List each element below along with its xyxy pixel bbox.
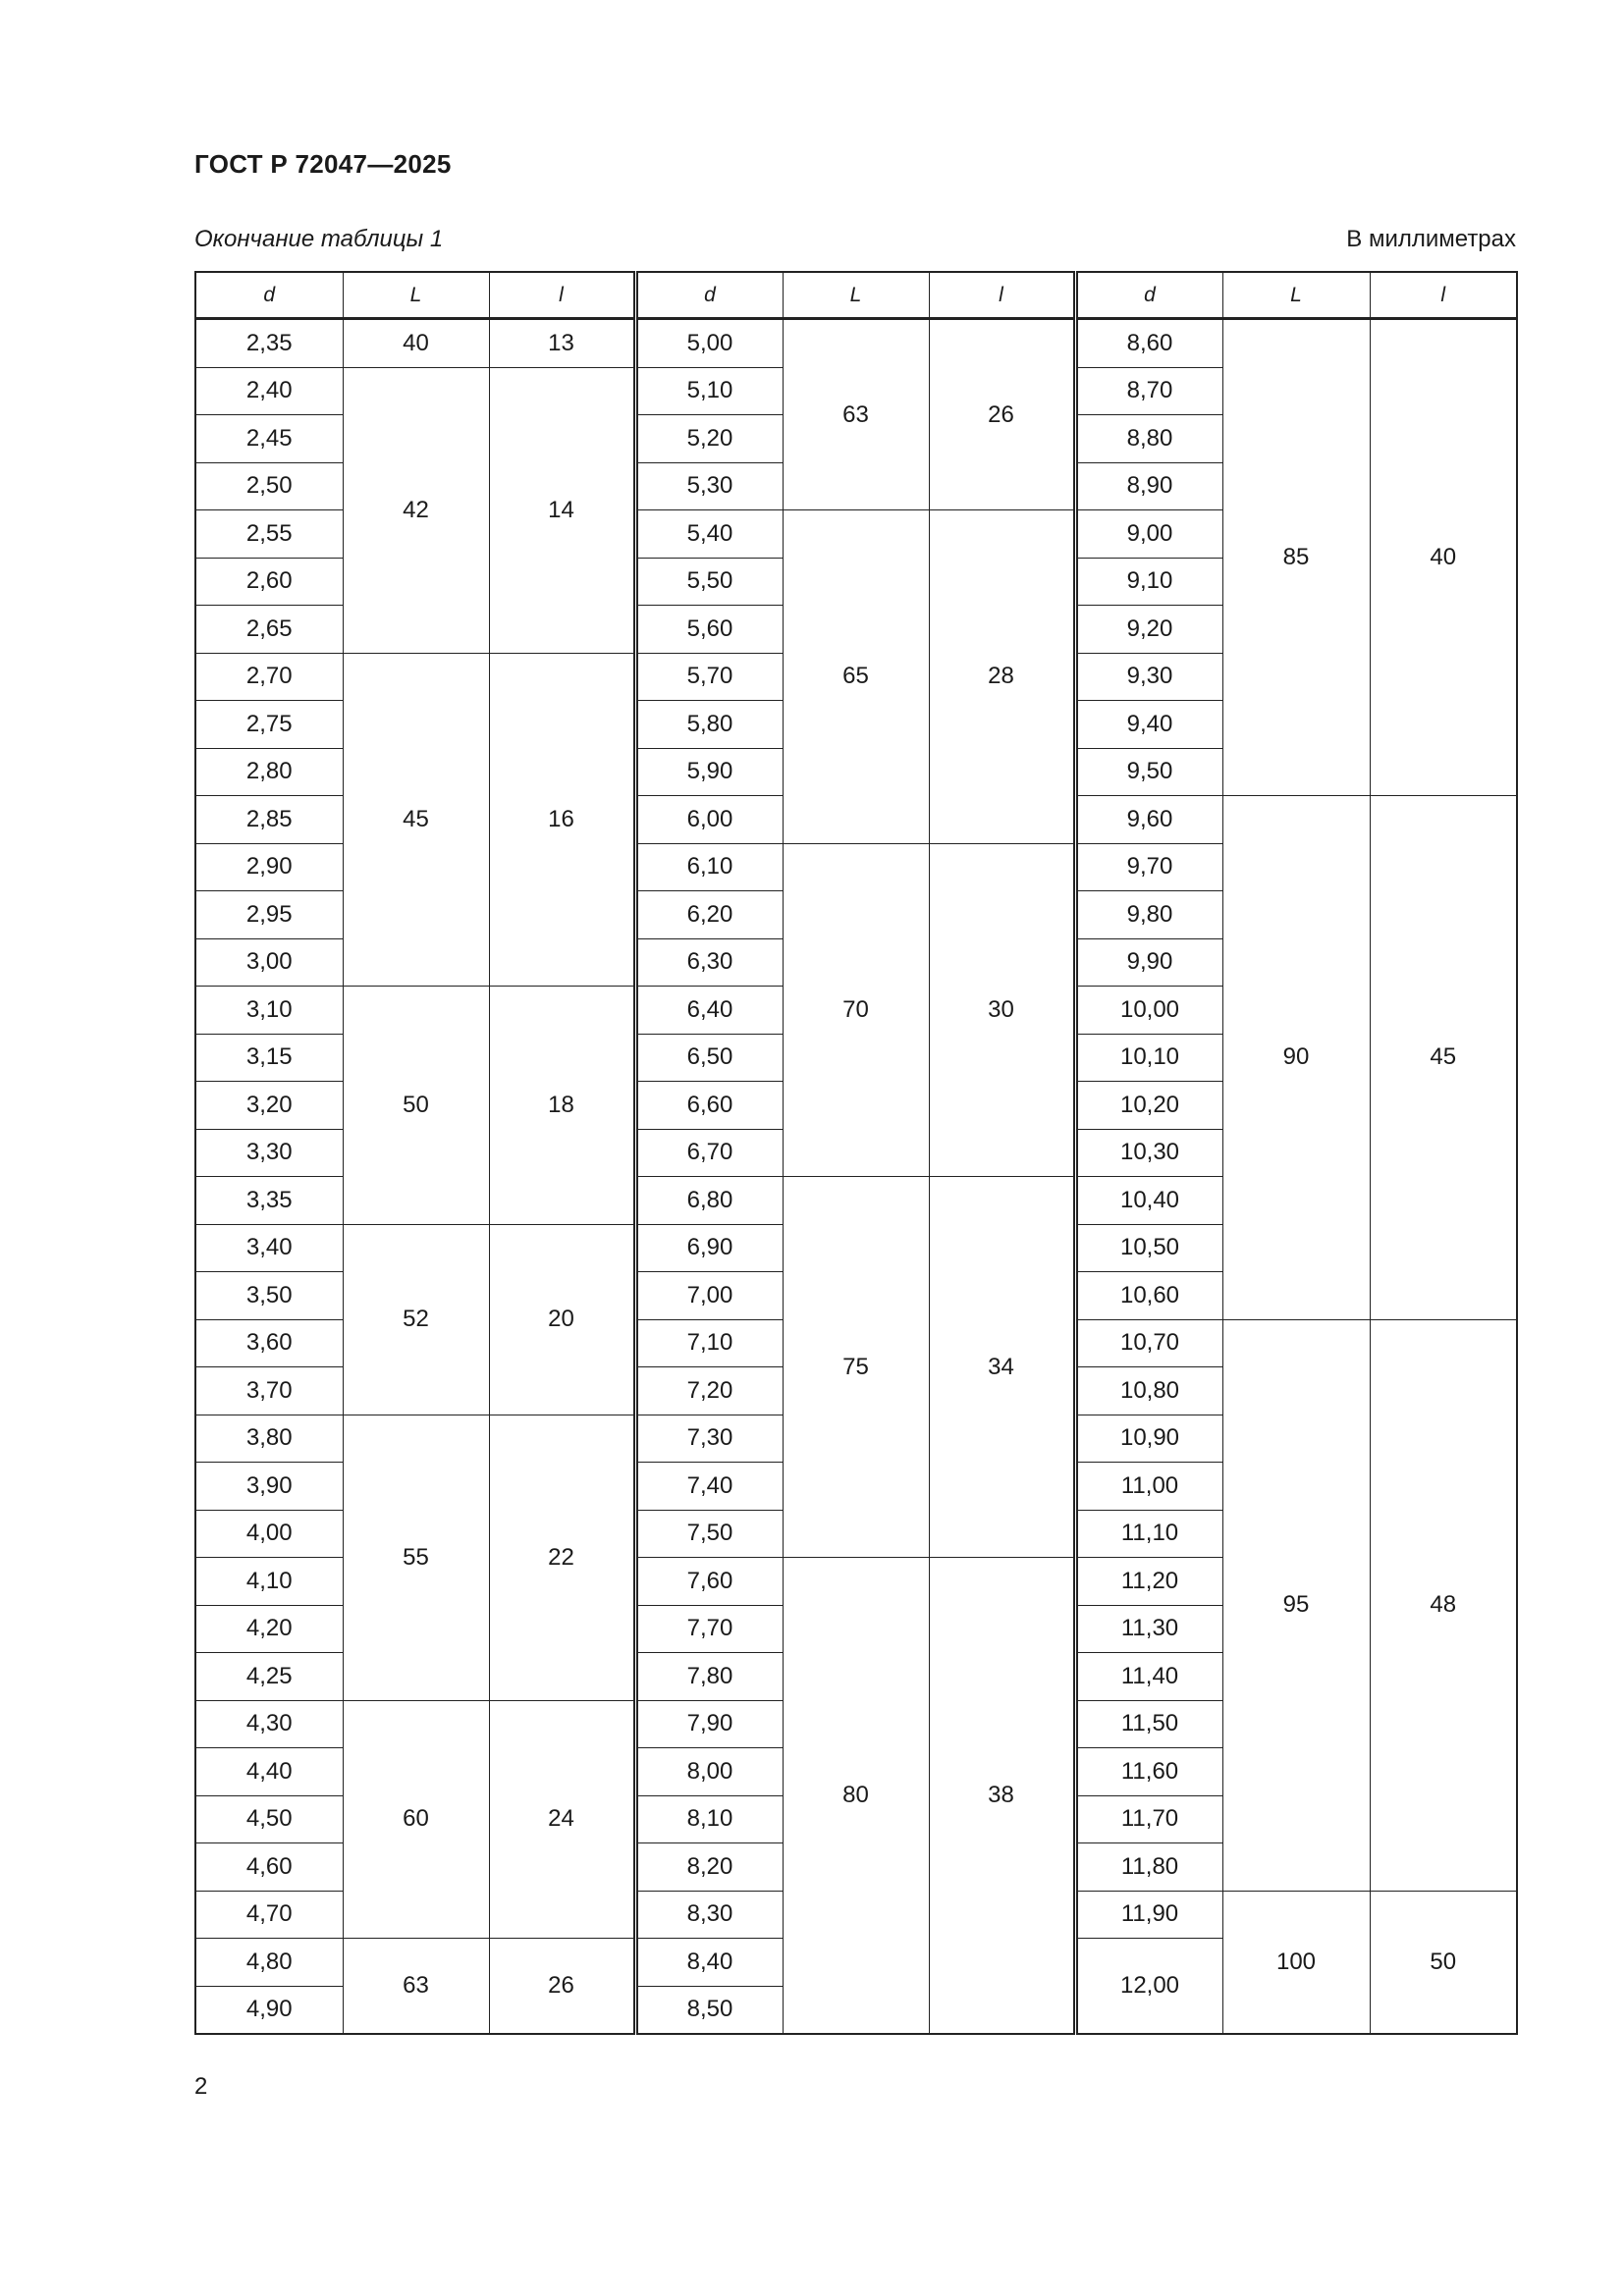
cell-L-group-2: 80	[783, 1558, 929, 2035]
cell-d-group-2: 5,60	[635, 606, 783, 654]
page-number: 2	[194, 2073, 208, 2100]
cell-d-group-2: 6,20	[635, 891, 783, 939]
cell-d-group-3: 9,90	[1075, 938, 1222, 987]
cell-d-group-2: 5,20	[635, 415, 783, 463]
cell-d-group-3: 10,10	[1075, 1034, 1222, 1082]
cell-d-group-3: 10,20	[1075, 1082, 1222, 1130]
cell-d-group-2: 7,30	[635, 1415, 783, 1463]
cell-l-group-1: 26	[489, 1939, 635, 2035]
cell-d-group-1: 3,15	[195, 1034, 343, 1082]
cell-d-group-1: 4,80	[195, 1939, 343, 1987]
cell-d-group-3: 12,00	[1075, 1939, 1222, 2035]
cell-d-group-2: 6,00	[635, 796, 783, 844]
cell-d-group-3: 9,00	[1075, 510, 1222, 559]
cell-L-group-2: 63	[783, 319, 929, 510]
cell-d-group-3: 11,30	[1075, 1605, 1222, 1653]
cell-l-group-3: 40	[1370, 319, 1517, 796]
cell-d-group-1: 3,60	[195, 1319, 343, 1367]
cell-d-group-1: 2,80	[195, 748, 343, 796]
cell-d-group-2: 5,90	[635, 748, 783, 796]
cell-d-group-1: 3,70	[195, 1367, 343, 1415]
cell-l-group-3: 50	[1370, 1891, 1517, 2034]
cell-d-group-3: 9,60	[1075, 796, 1222, 844]
cell-d-group-3: 8,80	[1075, 415, 1222, 463]
cell-l-group-1: 16	[489, 653, 635, 987]
cell-d-group-3: 11,80	[1075, 1843, 1222, 1892]
cell-L-group-3: 95	[1222, 1319, 1370, 1891]
cell-l-group-1: 22	[489, 1415, 635, 1700]
cell-d-group-3: 11,60	[1075, 1748, 1222, 1796]
cell-d-group-3: 11,00	[1075, 1463, 1222, 1511]
cell-d-group-1: 3,80	[195, 1415, 343, 1463]
cell-d-group-2: 7,70	[635, 1605, 783, 1653]
cell-L-group-3: 90	[1222, 796, 1370, 1320]
cell-l-group-3: 48	[1370, 1319, 1517, 1891]
units-note: В миллиметрах	[1346, 226, 1516, 252]
cell-l-group-2: 26	[929, 319, 1075, 510]
column-header-l-1: l	[489, 272, 635, 319]
cell-L-group-1: 42	[343, 367, 489, 653]
cell-L-group-1: 63	[343, 1939, 489, 2035]
cell-d-group-2: 6,10	[635, 843, 783, 891]
cell-d-group-2: 5,30	[635, 462, 783, 510]
cell-d-group-1: 2,85	[195, 796, 343, 844]
cell-d-group-1: 2,50	[195, 462, 343, 510]
cell-d-group-2: 8,10	[635, 1795, 783, 1843]
cell-d-group-1: 2,40	[195, 367, 343, 415]
cell-l-group-2: 38	[929, 1558, 1075, 2035]
cell-L-group-3: 85	[1222, 319, 1370, 796]
cell-d-group-2: 6,90	[635, 1224, 783, 1272]
cell-l-group-2: 34	[929, 1177, 1075, 1558]
cell-L-group-2: 65	[783, 510, 929, 844]
cell-d-group-1: 3,50	[195, 1272, 343, 1320]
cell-d-group-2: 7,50	[635, 1510, 783, 1558]
cell-d-group-1: 2,35	[195, 319, 343, 368]
cell-d-group-3: 9,40	[1075, 701, 1222, 749]
cell-d-group-2: 6,80	[635, 1177, 783, 1225]
cell-d-group-3: 10,60	[1075, 1272, 1222, 1320]
cell-d-group-3: 10,80	[1075, 1367, 1222, 1415]
cell-L-group-1: 52	[343, 1224, 489, 1415]
cell-d-group-2: 5,10	[635, 367, 783, 415]
cell-d-group-1: 4,25	[195, 1653, 343, 1701]
column-header-d-2: d	[635, 272, 783, 319]
cell-d-group-2: 8,30	[635, 1891, 783, 1939]
cell-d-group-2: 7,10	[635, 1319, 783, 1367]
cell-d-group-3: 9,30	[1075, 653, 1222, 701]
table-body	[195, 319, 1517, 2035]
cell-d-group-2: 7,20	[635, 1367, 783, 1415]
cell-d-group-3: 11,90	[1075, 1891, 1222, 1939]
column-header-l-3: l	[1370, 272, 1517, 319]
cell-l-group-1: 24	[489, 1700, 635, 1939]
cell-d-group-1: 3,20	[195, 1082, 343, 1130]
cell-d-group-2: 8,00	[635, 1748, 783, 1796]
cell-d-group-3: 11,40	[1075, 1653, 1222, 1701]
cell-d-group-1: 3,30	[195, 1129, 343, 1177]
column-header-d-1: d	[195, 272, 343, 319]
cell-d-group-1: 4,00	[195, 1510, 343, 1558]
cell-d-group-3: 10,00	[1075, 987, 1222, 1035]
cell-d-group-1: 2,90	[195, 843, 343, 891]
cell-d-group-1: 4,10	[195, 1558, 343, 1606]
cell-d-group-3: 11,70	[1075, 1795, 1222, 1843]
cell-d-group-1: 4,90	[195, 1986, 343, 2034]
cell-d-group-1: 4,30	[195, 1700, 343, 1748]
cell-d-group-2: 6,70	[635, 1129, 783, 1177]
cell-d-group-3: 9,50	[1075, 748, 1222, 796]
cell-d-group-2: 8,40	[635, 1939, 783, 1987]
cell-d-group-1: 3,90	[195, 1463, 343, 1511]
cell-d-group-1: 2,70	[195, 653, 343, 701]
document-title: ГОСТ Р 72047—2025	[194, 149, 452, 179]
cell-L-group-1: 55	[343, 1415, 489, 1700]
cell-L-group-2: 75	[783, 1177, 929, 1558]
cell-d-group-1: 4,40	[195, 1748, 343, 1796]
cell-L-group-2: 70	[783, 843, 929, 1177]
cell-d-group-1: 3,10	[195, 987, 343, 1035]
cell-d-group-1: 3,40	[195, 1224, 343, 1272]
cell-d-group-3: 10,90	[1075, 1415, 1222, 1463]
cell-d-group-2: 5,40	[635, 510, 783, 559]
cell-L-group-1: 45	[343, 653, 489, 987]
cell-d-group-2: 6,30	[635, 938, 783, 987]
table-header-row	[195, 272, 1517, 319]
cell-d-group-2: 6,50	[635, 1034, 783, 1082]
cell-d-group-3: 11,10	[1075, 1510, 1222, 1558]
cell-L-group-1: 40	[343, 319, 489, 368]
cell-d-group-1: 2,65	[195, 606, 343, 654]
cell-d-group-3: 10,30	[1075, 1129, 1222, 1177]
dimensions-table	[194, 271, 1518, 2035]
cell-d-group-3: 10,50	[1075, 1224, 1222, 1272]
cell-l-group-3: 45	[1370, 796, 1517, 1320]
cell-l-group-1: 14	[489, 367, 635, 653]
cell-d-group-1: 3,35	[195, 1177, 343, 1225]
cell-d-group-1: 2,45	[195, 415, 343, 463]
cell-d-group-3: 10,40	[1075, 1177, 1222, 1225]
cell-d-group-3: 9,10	[1075, 558, 1222, 606]
cell-d-group-1: 2,60	[195, 558, 343, 606]
cell-d-group-2: 8,20	[635, 1843, 783, 1892]
cell-d-group-2: 5,70	[635, 653, 783, 701]
cell-d-group-3: 8,70	[1075, 367, 1222, 415]
cell-d-group-1: 2,75	[195, 701, 343, 749]
table-caption: Окончание таблицы 1	[194, 226, 444, 252]
cell-d-group-1: 4,50	[195, 1795, 343, 1843]
cell-d-group-2: 7,00	[635, 1272, 783, 1320]
cell-d-group-3: 9,20	[1075, 606, 1222, 654]
column-header-d-3: d	[1075, 272, 1222, 319]
cell-d-group-2: 5,80	[635, 701, 783, 749]
column-header-l-1: L	[343, 272, 489, 319]
cell-d-group-3: 11,50	[1075, 1700, 1222, 1748]
cell-d-group-2: 5,00	[635, 319, 783, 368]
cell-d-group-1: 4,70	[195, 1891, 343, 1939]
column-header-l-2: l	[929, 272, 1075, 319]
cell-d-group-3: 8,90	[1075, 462, 1222, 510]
cell-l-group-1: 20	[489, 1224, 635, 1415]
cell-d-group-2: 5,50	[635, 558, 783, 606]
dimensions-table-container	[194, 271, 1516, 2062]
column-header-l-2: L	[783, 272, 929, 319]
cell-d-group-3: 9,70	[1075, 843, 1222, 891]
cell-d-group-1: 4,60	[195, 1843, 343, 1892]
cell-d-group-2: 7,80	[635, 1653, 783, 1701]
cell-d-group-1: 2,95	[195, 891, 343, 939]
cell-d-group-2: 6,40	[635, 987, 783, 1035]
cell-d-group-2: 7,60	[635, 1558, 783, 1606]
cell-L-group-1: 60	[343, 1700, 489, 1939]
cell-d-group-2: 6,60	[635, 1082, 783, 1130]
cell-d-group-3: 8,60	[1075, 319, 1222, 368]
cell-L-group-3: 100	[1222, 1891, 1370, 2034]
cell-l-group-2: 30	[929, 843, 1075, 1177]
column-header-l-3: L	[1222, 272, 1370, 319]
table-row	[195, 319, 1517, 368]
cell-L-group-1: 50	[343, 987, 489, 1225]
cell-l-group-2: 28	[929, 510, 1075, 844]
cell-d-group-1: 2,55	[195, 510, 343, 559]
cell-d-group-2: 8,50	[635, 1986, 783, 2034]
cell-d-group-2: 7,90	[635, 1700, 783, 1748]
cell-d-group-1: 3,00	[195, 938, 343, 987]
cell-d-group-1: 4,20	[195, 1605, 343, 1653]
cell-d-group-3: 11,20	[1075, 1558, 1222, 1606]
cell-d-group-3: 10,70	[1075, 1319, 1222, 1367]
cell-d-group-3: 9,80	[1075, 891, 1222, 939]
cell-l-group-1: 13	[489, 319, 635, 368]
cell-d-group-2: 7,40	[635, 1463, 783, 1511]
cell-l-group-1: 18	[489, 987, 635, 1225]
